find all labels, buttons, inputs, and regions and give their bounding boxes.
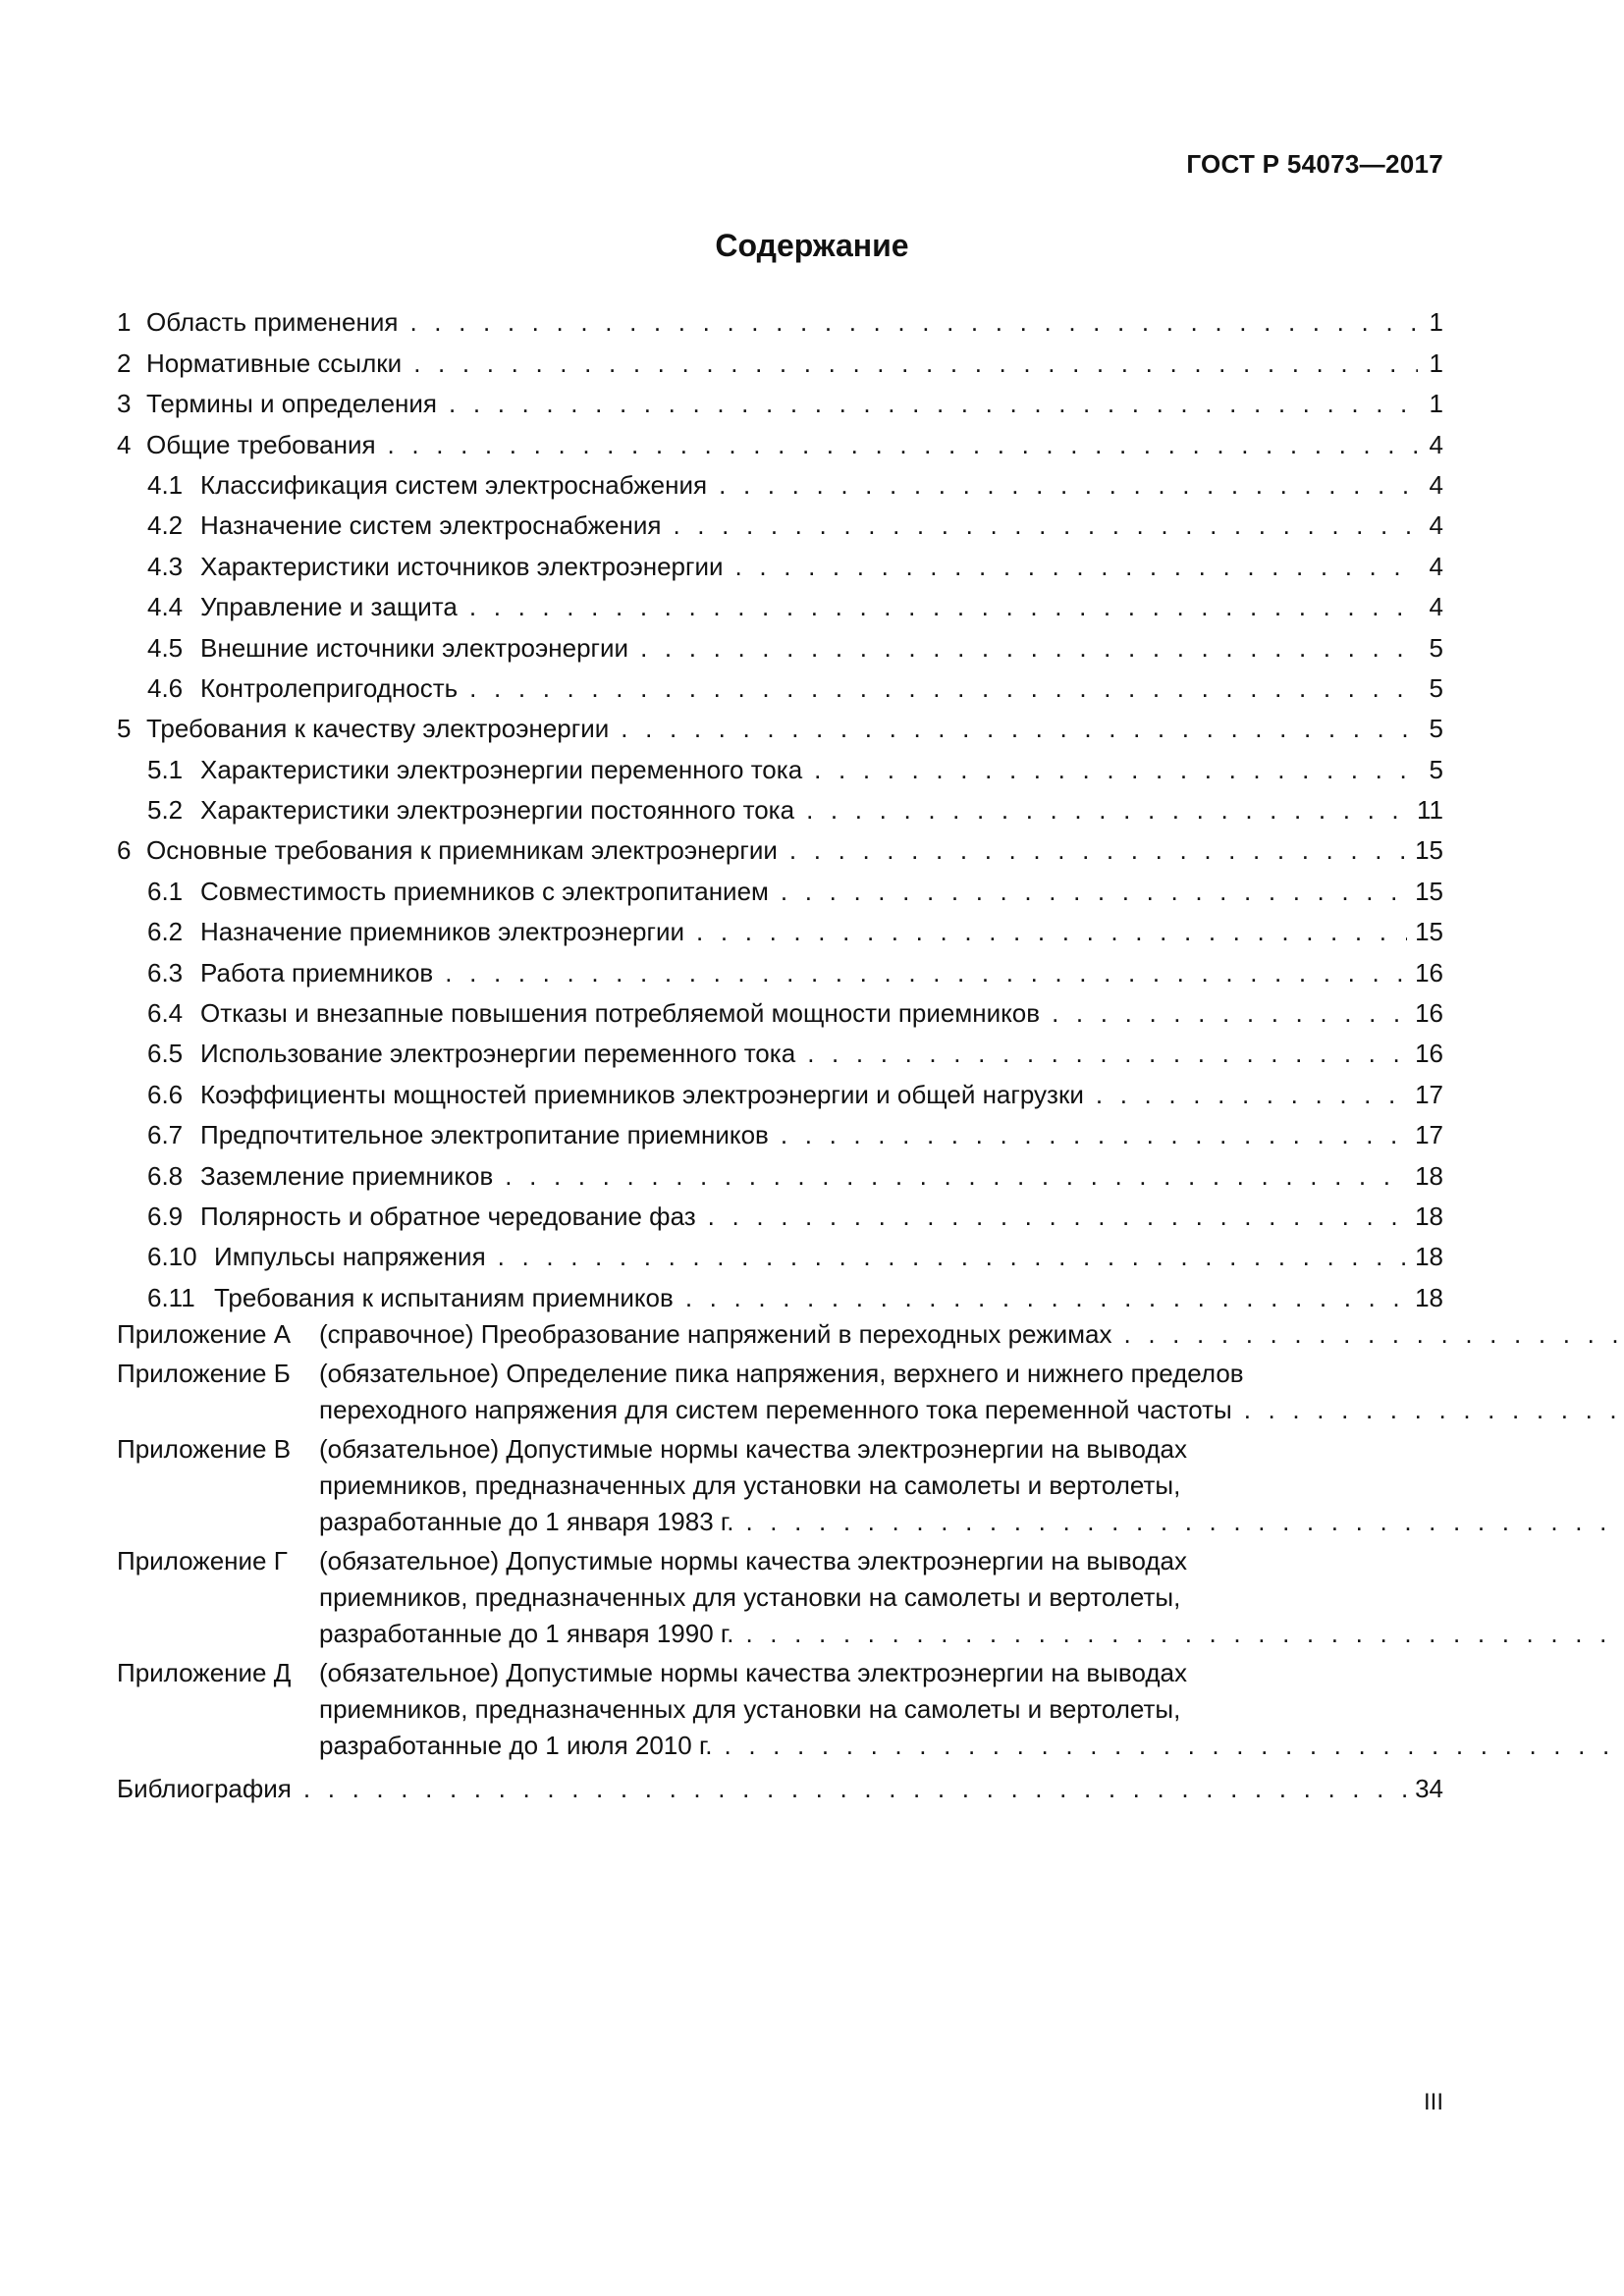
toc-entry[interactable] (117, 1232, 1443, 1272)
toc-entry-title: Область применения (146, 307, 399, 338)
annex-title-line: приемников, предназначенных для установки на самолеты и вертолеты, (319, 1693, 1181, 1724)
toc-entry-title: Отказы и внезапные повышения потребляемой мощности приемников (200, 998, 1041, 1029)
toc-entry-title: Полярность и обратное чередование фаз (200, 1201, 696, 1231)
toc-sections (117, 297, 1443, 1313)
toc-entry[interactable] (117, 907, 1443, 947)
leader-dots (719, 469, 1418, 501)
toc-entry-number: 6.5 (147, 1039, 184, 1069)
toc-entry-page: 11 (1417, 795, 1443, 826)
toc-entry-title: Термины и определения (146, 389, 438, 419)
annex-body (319, 1655, 1624, 1764)
toc-annex-entry[interactable] (117, 1316, 1443, 1353)
annex-last-line (319, 1728, 1624, 1764)
toc-entry[interactable] (117, 704, 1443, 744)
annex-last-line (319, 1616, 1624, 1652)
leader-dots (388, 429, 1418, 460)
toc-entry-number: 6.7 (147, 1120, 184, 1150)
toc-entry[interactable] (117, 1029, 1443, 1069)
leader-dots (724, 1728, 1624, 1764)
toc-entry[interactable] (117, 1272, 1443, 1312)
toc-annex-entry[interactable] (117, 1431, 1443, 1540)
annex-last-line (319, 1316, 1624, 1353)
table-of-contents (117, 297, 1443, 1804)
toc-entry[interactable] (117, 460, 1443, 501)
toc-entry-number: 5.2 (147, 795, 184, 826)
toc-entry-number: 5.1 (147, 754, 184, 784)
toc-entry-number: 1 (117, 307, 132, 338)
toc-entry-number: 6.9 (147, 1201, 184, 1231)
toc-entry[interactable] (117, 1150, 1443, 1191)
toc-entry-title: Коэффициенты мощностей приемников электроэнергии и общей нагрузки (200, 1079, 1084, 1109)
toc-entry-title: Работа приемников (200, 957, 434, 988)
toc-entry-title: Предпочтительное электропитание приемников (200, 1120, 769, 1150)
annex-last-line (319, 1504, 1624, 1540)
document-code: ГОСТ Р 54073—2017 (1186, 149, 1443, 179)
annex-label: Приложение А (117, 1318, 292, 1349)
leader-dots (735, 551, 1418, 582)
toc-entry[interactable] (117, 622, 1443, 663)
toc-entry-page: 1 (1429, 389, 1443, 419)
toc-entry[interactable] (117, 988, 1443, 1029)
toc-entry[interactable] (117, 1110, 1443, 1150)
toc-entry-title: Использование электроэнергии переменного тока (200, 1039, 796, 1069)
toc-entry-number: 6.11 (147, 1282, 195, 1312)
toc-entry-page: 17 (1415, 1079, 1443, 1109)
toc-entry-number: 2 (117, 347, 132, 378)
toc-annex-entry[interactable] (117, 1356, 1443, 1428)
toc-entry-page: 1 (1429, 307, 1443, 338)
toc-title: Содержание (715, 228, 909, 263)
toc-entry-page: 4 (1429, 551, 1443, 581)
toc-entry-title: Назначение систем электроснабжения (200, 510, 662, 541)
leader-dots (413, 347, 1418, 379)
toc-entry[interactable] (117, 541, 1443, 581)
toc-entry-number: 4.4 (147, 592, 184, 622)
toc-entry[interactable] (117, 338, 1443, 378)
toc-entry[interactable] (117, 297, 1443, 338)
toc-entry-bibliography[interactable] (117, 1764, 1443, 1804)
toc-annexes (117, 1316, 1443, 1764)
toc-entry-number: 4.3 (147, 551, 184, 581)
toc-entry-page: 18 (1415, 1201, 1443, 1231)
annex-body (319, 1316, 1624, 1353)
toc-entry-page: 16 (1415, 957, 1443, 988)
leader-dots (781, 876, 1407, 907)
toc-entry[interactable] (117, 379, 1443, 419)
toc-entry-number: 6.8 (147, 1160, 184, 1191)
leader-dots (708, 1201, 1407, 1232)
toc-entry-page: 15 (1415, 835, 1443, 866)
toc-entry-page: 5 (1429, 672, 1443, 703)
toc-entry-page: 4 (1429, 592, 1443, 622)
toc-entry-number: 6.2 (147, 917, 184, 947)
annex-title-line: (обязательное) Допустимые нормы качества электроэнергии на выводах (319, 1433, 1187, 1464)
leader-dots (806, 794, 1409, 826)
annex-label: Приложение Д (117, 1657, 292, 1687)
leader-dots (1123, 1316, 1624, 1353)
annex-label: Приложение Г (117, 1545, 288, 1575)
toc-entry-page: 15 (1415, 917, 1443, 947)
annex-label: Приложение В (117, 1433, 292, 1464)
annex-title-line: разработанные до 1 января 1983 г. (319, 1506, 734, 1536)
annex-title-line: (обязательное) Допустимые нормы качества электроэнергии на выводах (319, 1657, 1187, 1687)
annex-body (319, 1431, 1624, 1540)
leader-dots (498, 1241, 1407, 1272)
toc-entry-page: 1 (1429, 347, 1443, 378)
toc-entry-number: 6.4 (147, 998, 184, 1029)
leader-dots (685, 1282, 1407, 1313)
annex-title-line: переходного напряжения для систем переменного тока переменной частоты (319, 1394, 1232, 1424)
annex-title-line: (справочное) Преобразование напряжений в переходных режимах (319, 1318, 1112, 1349)
toc-entry[interactable] (117, 947, 1443, 988)
annex-title-line: разработанные до 1 июля 2010 г. (319, 1730, 713, 1760)
toc-entry-title: Библиография (117, 1774, 292, 1804)
toc-entry-number: 6 (117, 835, 132, 866)
leader-dots (449, 388, 1418, 419)
leader-dots (505, 1160, 1407, 1192)
leader-dots (745, 1616, 1624, 1652)
toc-entry-title: Внешние источники электроэнергии (200, 632, 629, 663)
toc-entry-title: Требования к качеству электроэнергии (146, 714, 610, 744)
toc-entry-page: 34 (1415, 1774, 1443, 1804)
toc-entry-title: Требования к испытаниям приемников (214, 1282, 674, 1312)
toc-entry-title: Общие требования (146, 429, 376, 459)
leader-dots (640, 632, 1418, 664)
toc-entry[interactable] (117, 785, 1443, 826)
annex-title-line: разработанные до 1 января 1990 г. (319, 1618, 734, 1648)
leader-dots (409, 306, 1418, 338)
toc-entry-page: 18 (1415, 1242, 1443, 1272)
toc-entry-number: 5 (117, 714, 132, 744)
toc-entry[interactable] (117, 501, 1443, 541)
leader-dots (673, 509, 1418, 541)
annex-last-line (319, 1392, 1624, 1428)
toc-entry-number: 4.6 (147, 672, 184, 703)
toc-entry-title: Совместимость приемников с электропитанием (200, 876, 769, 906)
toc-entry-title: Характеристики электроэнергии переменного тока (200, 754, 803, 784)
toc-entry-page: 5 (1429, 754, 1443, 784)
toc-entry-page: 17 (1415, 1120, 1443, 1150)
toc-entry-number: 4 (117, 429, 132, 459)
leader-dots (303, 1773, 1407, 1804)
toc-entry-title: Нормативные ссылки (146, 347, 403, 378)
toc-entry-number: 3 (117, 389, 132, 419)
leader-dots (781, 1119, 1407, 1150)
toc-entry-title: Импульсы напряжения (214, 1242, 486, 1272)
annex-body (319, 1356, 1624, 1428)
toc-entry-title: Управление и защита (200, 592, 458, 622)
annex-title-line: приемников, предназначенных для установки на самолеты и вертолеты, (319, 1469, 1181, 1500)
toc-annex-entry[interactable] (117, 1655, 1443, 1764)
toc-entry-page: 15 (1415, 876, 1443, 906)
toc-entry[interactable] (117, 582, 1443, 622)
toc-entry[interactable] (117, 419, 1443, 459)
toc-entry-title: Основные требования к приемникам электроэнергии (146, 835, 778, 866)
toc-entry-page: 16 (1415, 1039, 1443, 1069)
toc-entry-page: 4 (1429, 510, 1443, 541)
toc-entry-number: 6.3 (147, 957, 184, 988)
toc-entry-title: Контролепригодность (200, 672, 459, 703)
leader-dots (696, 916, 1407, 947)
toc-entry-number: 6.10 (147, 1242, 197, 1272)
toc-entry[interactable] (117, 1069, 1443, 1109)
toc-entry[interactable] (117, 826, 1443, 866)
toc-entry-number: 4.5 (147, 632, 184, 663)
toc-entry[interactable] (117, 866, 1443, 906)
toc-entry-page: 18 (1415, 1160, 1443, 1191)
toc-entry-page: 16 (1415, 998, 1443, 1029)
toc-entry-page: 4 (1429, 469, 1443, 500)
toc-entry-title: Классификация систем электроснабжения (200, 469, 708, 500)
leader-dots (789, 834, 1407, 866)
toc-entry-page: 4 (1429, 429, 1443, 459)
leader-dots (1052, 997, 1407, 1029)
toc-entry-title: Заземление приемников (200, 1160, 494, 1191)
leader-dots (445, 957, 1407, 988)
leader-dots (807, 1038, 1407, 1069)
leader-dots (469, 672, 1418, 704)
toc-entry-title: Характеристики источников электроэнергии (200, 551, 724, 581)
toc-entry-number: 6.1 (147, 876, 184, 906)
toc-entry-page: 18 (1415, 1282, 1443, 1312)
toc-entry[interactable] (117, 664, 1443, 704)
toc-entry[interactable] (117, 1192, 1443, 1232)
annex-title-line: приемников, предназначенных для установки на самолеты и вертолеты, (319, 1581, 1181, 1612)
toc-entry-number: 4.2 (147, 510, 184, 541)
toc-entry-title: Характеристики электроэнергии постоянного тока (200, 795, 795, 826)
toc-entry[interactable] (117, 744, 1443, 784)
leader-dots (814, 754, 1418, 785)
toc-entry-page: 5 (1429, 632, 1443, 663)
annex-title-line: (обязательное) Допустимые нормы качества электроэнергии на выводах (319, 1545, 1187, 1575)
toc-entry-title: Назначение приемников электроэнергии (200, 917, 685, 947)
leader-dots (745, 1504, 1624, 1540)
toc-entry-number: 4.1 (147, 469, 184, 500)
annex-label: Приложение Б (117, 1358, 291, 1388)
toc-entry-page: 5 (1429, 714, 1443, 744)
leader-dots (621, 713, 1418, 744)
annex-title-line: (обязательное) Определение пика напряжения, верхнего и нижнего пределов (319, 1358, 1244, 1388)
leader-dots (1244, 1392, 1624, 1428)
leader-dots (1096, 1079, 1407, 1110)
page-number: III (1423, 2089, 1443, 2115)
leader-dots (469, 591, 1418, 622)
toc-entry-number: 6.6 (147, 1079, 184, 1109)
annex-body (319, 1543, 1624, 1652)
toc-annex-entry[interactable] (117, 1543, 1443, 1652)
